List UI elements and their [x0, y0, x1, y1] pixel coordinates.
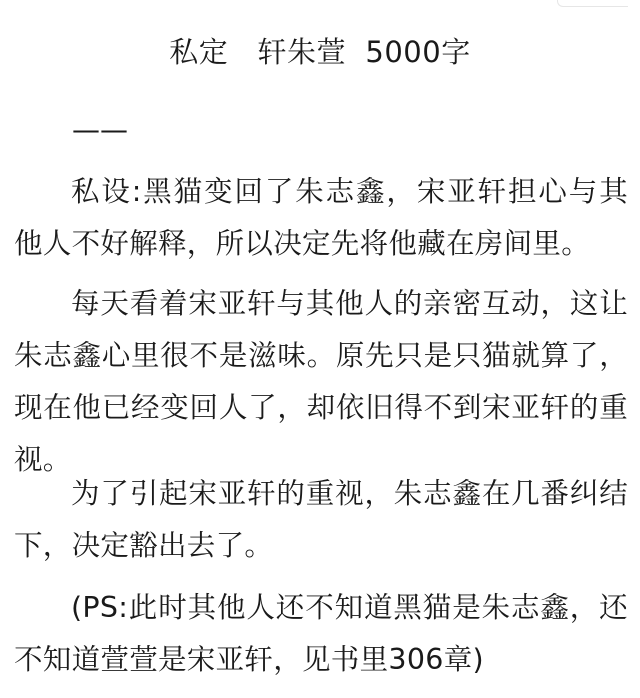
- paragraph-story-1: 每天看着宋亚轩与其他人的亲密互动，这让朱志鑫心里很不是滋味。原先只是只猫就算了，现在他已经变回人了，却依旧得不到宋亚轩的重视。: [14, 287, 628, 476]
- paragraph-story-2: 为了引起宋亚轩的重视，朱志鑫在几番纠结下，决定豁出去了。: [14, 477, 628, 562]
- separator-dash: ——: [72, 113, 128, 146]
- paragraph-ps-note: (PS:此时其他人还不知道黑猫是朱志鑫，还不知道萱萱是宋亚轩，见书里306章): [14, 591, 628, 676]
- article-title: 私定 轩朱萱 5000字: [169, 35, 471, 69]
- paragraph-setting: 私设:黑猫变回了朱志鑫，宋亚轩担心与其他人不好解释，所以决定先将他藏在房间里。: [14, 175, 628, 260]
